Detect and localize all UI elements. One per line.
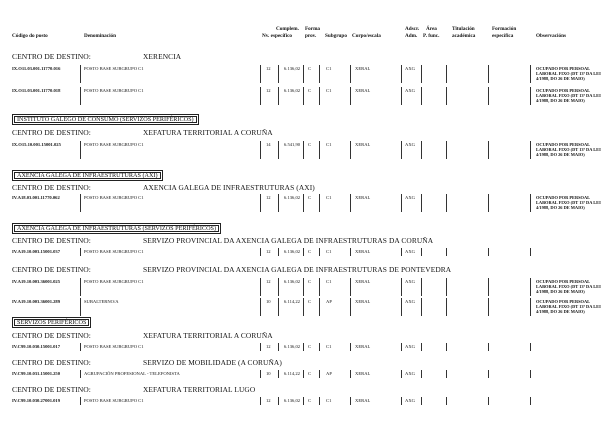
column-divider xyxy=(260,87,261,105)
column-divider xyxy=(530,248,531,256)
column-divider xyxy=(488,298,489,316)
cell-adscr: AXG xyxy=(405,88,415,93)
header-titulacion-1: Titulación xyxy=(452,26,475,32)
cell-denom: POSTO BASE SUBGRUPO C1 xyxy=(84,344,144,349)
column-divider xyxy=(421,141,422,159)
cell-adscr: AXG xyxy=(405,142,415,147)
centro-destino-label: CENTRO DE DESTINO: xyxy=(12,236,91,245)
cell-denom: SUBALTERNO/A xyxy=(84,299,119,304)
column-divider xyxy=(530,370,531,378)
cell-code: IX.O11.03.001.11770.016 xyxy=(12,66,61,71)
column-divider xyxy=(260,298,261,316)
column-divider xyxy=(260,65,261,83)
cell-sub: C1 xyxy=(326,88,332,93)
cell-code: IV.C99.10.030.15001.017 xyxy=(12,344,61,349)
organismo-box: INSTITUTO GALEGO DE CONSUMO (SERVIZOS PERIFÉRICOS) xyxy=(12,114,199,125)
column-divider xyxy=(278,278,279,296)
column-divider xyxy=(488,278,489,296)
column-divider xyxy=(446,278,447,296)
cell-sub: AP xyxy=(326,299,332,304)
centro-destino-name: SERVIZO PROVINCIAL DA AXENCIA GALEGA DE INFRAESTRUTURAS DE PONTEVEDRA xyxy=(143,265,452,274)
column-divider xyxy=(401,278,402,296)
column-divider xyxy=(80,87,81,105)
cell-corpo: XERAL xyxy=(355,279,371,284)
cell-sub: C1 xyxy=(326,249,332,254)
column-divider xyxy=(446,87,447,105)
cell-comp: 6.541,90 xyxy=(284,142,301,147)
cell-adscr: AXG xyxy=(405,249,415,254)
column-divider xyxy=(278,194,279,212)
column-divider xyxy=(530,298,531,316)
cell-nivel: 12 xyxy=(266,279,271,284)
column-divider xyxy=(446,298,447,316)
cell-sub: AP xyxy=(326,371,332,376)
cell-code: IV.C99.10.031.15001.250 xyxy=(12,371,61,376)
header-formacion-1: Formación xyxy=(492,26,517,32)
column-divider xyxy=(401,343,402,351)
centro-destino-label: CENTRO DE DESTINO: xyxy=(12,331,91,340)
column-divider xyxy=(303,248,304,256)
table-row xyxy=(0,249,615,257)
cell-code: IV.C99.10.030.27001.019 xyxy=(12,398,61,403)
table-row xyxy=(0,142,615,160)
column-divider xyxy=(350,248,351,256)
table-row xyxy=(0,299,615,317)
column-divider xyxy=(278,87,279,105)
column-divider xyxy=(319,194,320,212)
cell-nivel: 12 xyxy=(266,66,271,71)
column-divider xyxy=(401,248,402,256)
column-divider xyxy=(401,87,402,105)
cell-corpo: XERAL xyxy=(355,195,371,200)
header-observacions: Observacións xyxy=(536,33,566,39)
column-divider xyxy=(278,298,279,316)
column-divider xyxy=(80,278,81,296)
column-divider xyxy=(319,248,320,256)
column-divider xyxy=(260,248,261,256)
column-divider xyxy=(530,194,531,212)
cell-nivel: 10 xyxy=(266,371,271,376)
column-divider xyxy=(80,194,81,212)
column-divider xyxy=(303,194,304,212)
cell-forma: C xyxy=(308,195,312,200)
header-area-1: Área xyxy=(426,26,437,32)
column-divider xyxy=(446,194,447,212)
column-divider xyxy=(303,298,304,316)
cell-forma: C xyxy=(308,299,312,304)
column-divider xyxy=(350,87,351,105)
cell-denom: POSTO BASE SUBGRUPO C1 xyxy=(84,88,144,93)
cell-denom: POSTO BASE SUBGRUPO C1 xyxy=(84,195,144,200)
column-divider xyxy=(350,278,351,296)
cell-code: IX.O15.10.001.15001.025 xyxy=(12,142,61,147)
column-divider xyxy=(80,65,81,83)
table-row xyxy=(0,344,615,352)
cell-comp: 6.136,02 xyxy=(284,88,301,93)
cell-adscr: AXG xyxy=(405,279,415,284)
cell-sub: C1 xyxy=(326,344,332,349)
column-divider xyxy=(260,141,261,159)
table-header xyxy=(0,26,615,46)
column-divider xyxy=(488,370,489,378)
header-subgrupo: Subgrupo xyxy=(325,33,347,39)
cell-sub: C1 xyxy=(326,279,332,284)
centro-destino-name: XERENCIA xyxy=(143,52,182,61)
column-divider xyxy=(421,298,422,316)
cell-corpo: XERAL xyxy=(355,398,371,403)
column-divider xyxy=(350,397,351,405)
cell-forma: C xyxy=(308,398,312,403)
column-divider xyxy=(350,194,351,212)
column-divider xyxy=(278,343,279,351)
cell-comp: 6.114,22 xyxy=(284,299,300,304)
cell-comp: 6.136,02 xyxy=(284,195,301,200)
column-divider xyxy=(350,298,351,316)
column-divider xyxy=(530,141,531,159)
column-divider xyxy=(80,343,81,351)
column-divider xyxy=(488,194,489,212)
cell-adscr: AXG xyxy=(405,398,415,403)
column-divider xyxy=(319,278,320,296)
header-nivel-2: Nv. específico xyxy=(262,33,292,39)
centro-destino-name: XEFATURA TERRITORIAL LUGO xyxy=(143,385,256,394)
column-divider xyxy=(446,343,447,351)
column-divider xyxy=(401,194,402,212)
cell-comp: 6.114,22 xyxy=(284,371,300,376)
header-adscr-2: Adm. xyxy=(405,33,418,39)
column-divider xyxy=(278,141,279,159)
centro-destino-name: AXENCIA GALEGA DE INFRAESTRUTURAS (AXI) xyxy=(143,183,315,192)
column-divider xyxy=(401,370,402,378)
column-divider xyxy=(421,87,422,105)
organismo-box: AXENCIA GALEGA DE INFRAESTRUTURAS (AXI) xyxy=(12,170,163,181)
column-divider xyxy=(80,370,81,378)
header-area-2: P. func. xyxy=(423,33,440,39)
cell-nivel: 14 xyxy=(266,142,271,147)
cell-code: IX.O11.03.001.11770.018 xyxy=(12,88,61,93)
column-divider xyxy=(488,65,489,83)
column-divider xyxy=(278,65,279,83)
cell-corpo: XERAL xyxy=(355,88,371,93)
column-divider xyxy=(319,141,320,159)
cell-sub: C1 xyxy=(326,195,332,200)
column-divider xyxy=(80,397,81,405)
column-divider xyxy=(446,397,447,405)
organismo-box: AXENCIA GALEGA DE INFRAESTRUTURAS (SERVIZOS PERIFÉRICOS) xyxy=(12,223,221,234)
column-divider xyxy=(319,343,320,351)
header-nivel-1: Complem. xyxy=(276,26,299,32)
column-divider xyxy=(350,65,351,83)
table-row xyxy=(0,88,615,106)
column-divider xyxy=(530,343,531,351)
cell-adscr: AXG xyxy=(405,299,415,304)
cell-denom: POSTO BASE SUBGRUPO C1 xyxy=(84,142,144,147)
header-corpo: Corpo/escala xyxy=(352,33,381,39)
cell-observacions: OCUPADO POR PERSOAL LABORAL FIXO (DT 13ª DA LEI 4/1988, DO 26 DE MAIO) xyxy=(536,66,601,81)
cell-comp: 6.136,02 xyxy=(284,279,301,284)
column-divider xyxy=(421,194,422,212)
column-divider xyxy=(446,370,447,378)
column-divider xyxy=(446,65,447,83)
cell-denom: AGRUPACIÓN PROFESIONAL - TELEFONISTA xyxy=(84,371,180,376)
column-divider xyxy=(278,370,279,378)
cell-sub: C1 xyxy=(326,142,332,147)
centro-destino-name: XEFATURA TERRITORIAL A CORUÑA xyxy=(143,128,273,137)
column-divider xyxy=(401,65,402,83)
column-divider xyxy=(488,141,489,159)
cell-observacions: OCUPADO POR PERSOAL LABORAL FIXO (DT 13ª DA LEI 4/1988, DO 26 DE MAIO) xyxy=(536,279,601,294)
cell-denom: POSTO BASE SUBGRUPO C1 xyxy=(84,398,144,403)
table-row xyxy=(0,398,615,406)
cell-forma: C xyxy=(308,249,312,254)
cell-comp: 6.136,02 xyxy=(284,398,301,403)
column-divider xyxy=(303,65,304,83)
cell-forma: C xyxy=(308,66,312,71)
cell-code: IV.A19.10.003.36001.025 xyxy=(12,279,61,284)
column-divider xyxy=(446,248,447,256)
cell-adscr: AXG xyxy=(405,344,415,349)
column-divider xyxy=(260,194,261,212)
column-divider xyxy=(530,278,531,296)
cell-corpo: XERAL xyxy=(355,249,371,254)
cell-forma: C xyxy=(308,371,312,376)
organismo-box: SERVIZOS PERIFÉRICOS xyxy=(12,317,91,328)
header-codigo: Código do posto xyxy=(12,33,48,39)
cell-nivel: 12 xyxy=(266,88,271,93)
cell-adscr: AXG xyxy=(405,66,415,71)
column-divider xyxy=(421,343,422,351)
column-divider xyxy=(421,370,422,378)
column-divider xyxy=(319,65,320,83)
column-divider xyxy=(303,87,304,105)
column-divider xyxy=(260,343,261,351)
cell-forma: C xyxy=(308,88,312,93)
column-divider xyxy=(80,298,81,316)
column-divider xyxy=(350,141,351,159)
column-divider xyxy=(421,278,422,296)
cell-denom: POSTO BASE SUBGRUPO C1 xyxy=(84,249,144,254)
column-divider xyxy=(260,278,261,296)
centro-destino-label: CENTRO DE DESTINO: xyxy=(12,183,91,192)
cell-comp: 6.136,02 xyxy=(284,66,301,71)
column-divider xyxy=(80,141,81,159)
column-divider xyxy=(488,248,489,256)
cell-observacions: OCUPADO POR PERSOAL LABORAL FIXO (DT 13ª DA LEI 4/1988, DO 26 DE MAIO) xyxy=(536,88,601,103)
column-divider xyxy=(303,370,304,378)
column-divider xyxy=(421,248,422,256)
cell-forma: C xyxy=(308,279,312,284)
column-divider xyxy=(401,397,402,405)
cell-observacions: OCUPADO POR PERSOAL LABORAL FIXO (DT 13ª DA LEI 4/1988, DO 26 DE MAIO) xyxy=(536,299,601,314)
cell-nivel: 12 xyxy=(266,195,271,200)
header-adscr-1: Adscr. xyxy=(405,26,420,32)
cell-code: IV.A19.10.003.36001.289 xyxy=(12,299,61,304)
header-forma-1: Forma xyxy=(305,26,320,32)
column-divider xyxy=(401,141,402,159)
cell-forma: C xyxy=(308,344,312,349)
cell-comp: 6.136,02 xyxy=(284,344,301,349)
column-divider xyxy=(446,141,447,159)
cell-corpo: XERAL xyxy=(355,344,371,349)
cell-code: IV.A18.03.001.11770.062 xyxy=(12,195,60,200)
centro-destino-label: CENTRO DE DESTINO: xyxy=(12,128,91,137)
centro-destino-name: XEFATURA TERRITORIAL A CORUÑA xyxy=(143,331,273,340)
column-divider xyxy=(303,397,304,405)
column-divider xyxy=(303,141,304,159)
column-divider xyxy=(260,370,261,378)
table-row xyxy=(0,371,615,379)
cell-corpo: XERAL xyxy=(355,142,371,147)
cell-sub: C1 xyxy=(326,398,332,403)
cell-adscr: AXG xyxy=(405,195,415,200)
cell-code: IV.A19.10.003.15001.037 xyxy=(12,249,61,254)
column-divider xyxy=(530,397,531,405)
cell-observacions: OCUPADO POR PERSOAL LABORAL FIXO (DT 13ª DA LEI 4/1988, DO 26 DE MAIO) xyxy=(536,142,601,157)
cell-corpo: XERAL xyxy=(355,371,371,376)
column-divider xyxy=(350,370,351,378)
column-divider xyxy=(80,248,81,256)
column-divider xyxy=(319,397,320,405)
header-titulacion-2: académica xyxy=(452,33,476,39)
column-divider xyxy=(260,397,261,405)
column-divider xyxy=(421,65,422,83)
cell-corpo: XERAL xyxy=(355,66,371,71)
header-denominacion: Denominación xyxy=(84,33,116,39)
cell-forma: C xyxy=(308,142,312,147)
centro-destino-name: SERVIZO PROVINCIAL DA AXENCIA GALEGA DE INFRAESTRUTURAS DA CORUÑA xyxy=(143,236,434,245)
column-divider xyxy=(319,298,320,316)
column-divider xyxy=(350,343,351,351)
column-divider xyxy=(401,298,402,316)
cell-nivel: 10 xyxy=(266,299,271,304)
cell-observacions: OCUPADO POR PERSOAL LABORAL FIXO (DT 13ª DA LEI 4/1988, DO 26 DE MAIO) xyxy=(536,195,601,210)
cell-nivel: 12 xyxy=(266,344,271,349)
column-divider xyxy=(488,343,489,351)
cell-adscr: AXG xyxy=(405,371,415,376)
column-divider xyxy=(278,248,279,256)
column-divider xyxy=(319,370,320,378)
column-divider xyxy=(319,87,320,105)
cell-corpo: XERAL xyxy=(355,299,371,304)
table-row xyxy=(0,195,615,213)
column-divider xyxy=(303,343,304,351)
centro-destino-label: CENTRO DE DESTINO: xyxy=(12,52,91,61)
centro-destino-label: CENTRO DE DESTINO: xyxy=(12,385,91,394)
column-divider xyxy=(421,397,422,405)
header-formacion-2: específica xyxy=(492,33,514,39)
cell-nivel: 12 xyxy=(266,398,271,403)
centro-destino-label: CENTRO DE DESTINO: xyxy=(12,265,91,274)
column-divider xyxy=(488,397,489,405)
column-divider xyxy=(530,65,531,83)
column-divider xyxy=(488,87,489,105)
cell-nivel: 12 xyxy=(266,249,271,254)
header-forma-2: prov. xyxy=(305,33,317,39)
cell-denom: POSTO BASE SUBGRUPO C1 xyxy=(84,279,144,284)
table-row xyxy=(0,66,615,84)
cell-comp: 6.136,02 xyxy=(284,249,301,254)
centro-destino-label: CENTRO DE DESTINO: xyxy=(12,358,91,367)
column-divider xyxy=(530,87,531,105)
column-divider xyxy=(278,397,279,405)
table-row xyxy=(0,279,615,297)
cell-sub: C1 xyxy=(326,66,332,71)
centro-destino-name: SERVIZO DE MOBILIDADE (A CORUÑA) xyxy=(143,358,282,367)
cell-denom: POSTO BASE SUBGRUPO C1 xyxy=(84,66,144,71)
column-divider xyxy=(303,278,304,296)
